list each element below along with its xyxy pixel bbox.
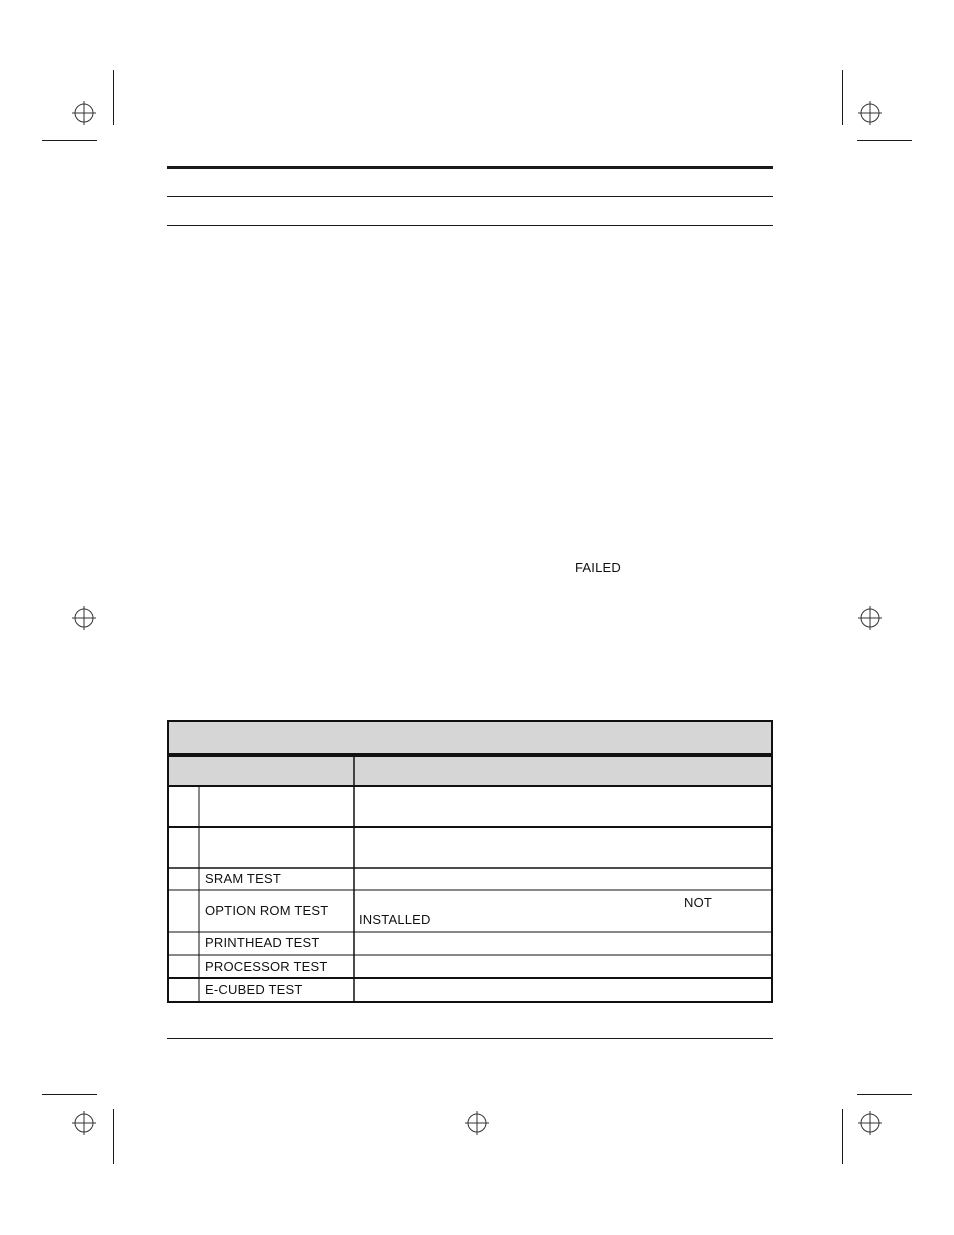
- registration-mark-icon: [72, 101, 96, 125]
- crop-mark-top-right-horizontal: [857, 140, 912, 141]
- table-row-desc-installed: INSTALLED: [359, 912, 431, 927]
- table-row-desc-not: NOT: [684, 895, 713, 910]
- table-header-band: [168, 756, 772, 786]
- registration-mark-icon: [858, 1111, 882, 1135]
- header-rule-thick: [167, 166, 773, 169]
- registration-mark-icon: [72, 1111, 96, 1135]
- table-row-label-option-rom-test: OPTION ROM TEST: [205, 903, 329, 918]
- crop-mark-bottom-right-vertical: [842, 1109, 843, 1164]
- table-row-label-e-cubed-test: E-CUBED TEST: [205, 982, 303, 997]
- crop-mark-bottom-left-horizontal: [42, 1094, 97, 1095]
- header-rule-thin: [167, 196, 773, 197]
- failed-label: FAILED: [575, 560, 621, 575]
- registration-mark-icon: [72, 606, 96, 630]
- crop-mark-bottom-left-vertical: [113, 1109, 114, 1164]
- registration-mark-icon: [465, 1111, 489, 1135]
- crop-mark-top-left-horizontal: [42, 140, 97, 141]
- table-row-label-sram-test: SRAM TEST: [205, 871, 281, 886]
- table-row-label-processor-test: PROCESSOR TEST: [205, 959, 328, 974]
- crop-mark-top-right-vertical: [842, 70, 843, 125]
- footer-rule: [167, 1038, 773, 1039]
- table-title-band: [168, 721, 772, 754]
- header-rule-thin: [167, 225, 773, 226]
- table-row-label-printhead-test: PRINTHEAD TEST: [205, 935, 320, 950]
- crop-mark-top-left-vertical: [113, 70, 114, 125]
- crop-mark-bottom-right-horizontal: [857, 1094, 912, 1095]
- registration-mark-icon: [858, 101, 882, 125]
- registration-mark-icon: [858, 606, 882, 630]
